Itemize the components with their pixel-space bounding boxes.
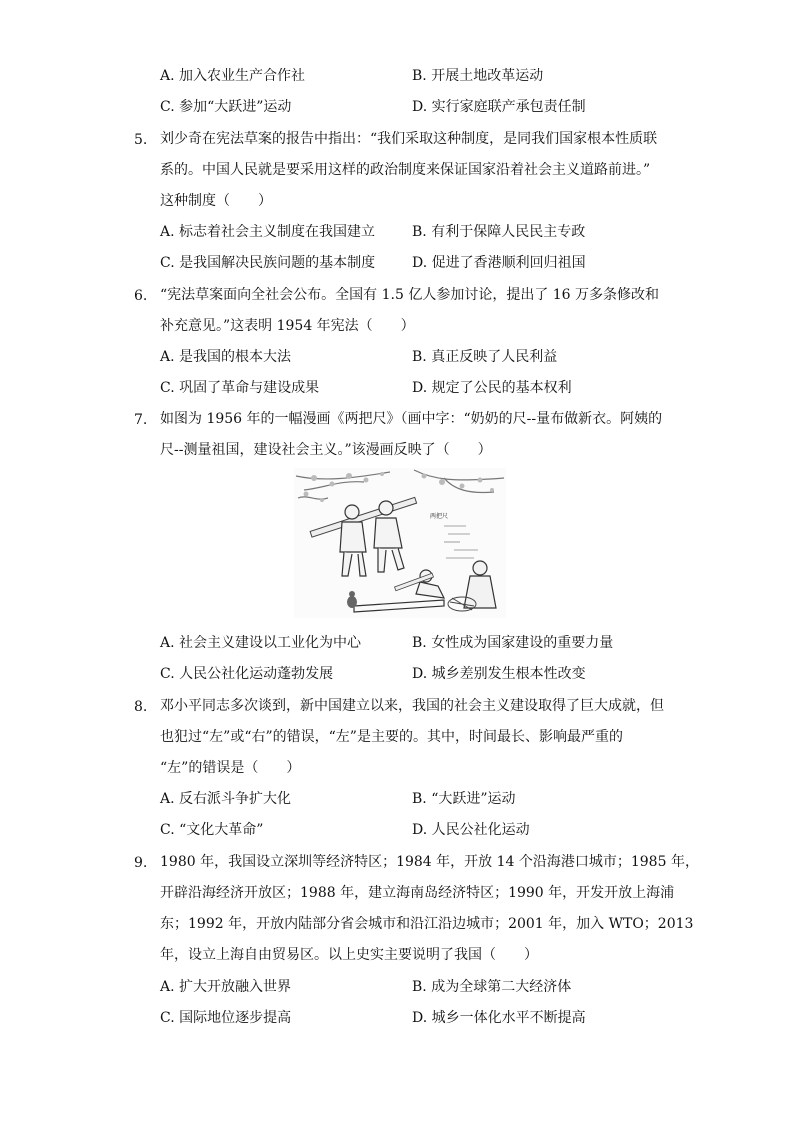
q5-stem-line-3: 这种制度（ ） (160, 193, 272, 209)
q6-option-a: A. 是我国的根本大法 (160, 349, 292, 365)
cartoon-illustration (294, 468, 506, 618)
q4-option-a: A. 加入农业生产合作社 (160, 68, 306, 84)
cartoon-caption (430, 512, 478, 558)
q7-option-d: D. 城乡差别发生根本性改变 (412, 666, 586, 682)
q7-option-b: B. 女性成为国家建设的重要力量 (412, 635, 614, 651)
figure-grandmother (464, 561, 496, 608)
q5-number: 5. (134, 132, 148, 148)
q7-option-a: A. 社会主义建设以工业化为中心 (160, 635, 362, 651)
q5-option-b: B. 有利于保障人民民主专政 (412, 224, 586, 240)
q7-option-c: C. 人民公社化运动蓬勃发展 (160, 666, 334, 682)
q9-option-c: C. 国际地位逐步提高 (160, 1010, 292, 1026)
q8-number: 8. (134, 699, 148, 715)
q9-option-d: D. 城乡一体化水平不断提高 (412, 1010, 586, 1026)
q8-stem-line-2: 也犯过“左”或“右”的错误，“左”是主要的。其中，时间最长、影响最严重的 (160, 729, 623, 745)
q9-option-b: B. 成为全球第二大经济体 (412, 979, 572, 995)
q6-number: 6. (134, 288, 148, 304)
q6-option-b: B. 真正反映了人民利益 (412, 349, 558, 365)
cartoon-title: 两把尺 (430, 513, 449, 520)
q8-option-c: C. “文化大革命” (160, 822, 264, 838)
q5-option-c: C. 是我国解决民族问题的基本制度 (160, 255, 376, 271)
q9-stem-line-3: 东；1992 年，开放内陆部分省会城市和沿江沿边城市；2001 年，加入 WTO；2013 (160, 916, 694, 932)
q7-stem-line-2: 尺--测量祖国，建设社会主义。”该漫画反映了（ ） (160, 442, 492, 458)
q5-stem-line-2: 系的。中国人民就是要采用这样的政治制度来保证国家沿着社会主义道路前进。” (160, 162, 651, 178)
q8-stem-line-3: “左”的错误是（ ） (160, 760, 301, 776)
q8-option-a: A. 反右派斗争扩大化 (160, 791, 292, 807)
q6-option-d: D. 规定了公民的基本权利 (412, 380, 572, 396)
q4-option-d: D. 实行家庭联产承包责任制 (412, 99, 586, 115)
q5-option-a: A. 标志着社会主义制度在我国建立 (160, 224, 376, 240)
q8-option-d: D. 人民公社化运动 (412, 822, 530, 838)
q5-stem-line-1: 刘少奇在宪法草案的报告中指出：“我们采取这种制度，是同我们国家根本性质联 (160, 131, 658, 147)
q9-stem-line-1: 1980 年，我国设立深圳等经济特区；1984 年，开放 14 个沿海港口城市；1985 年， (160, 854, 699, 870)
cartoon-two-rulers (294, 468, 506, 618)
q9-stem-line-4: 年，设立上海自由贸易区。以上史实主要说明了我国（ ） (160, 947, 538, 963)
q6-stem-line-1: “宪法草案面向全社会公布。全国有 1.5 亿人参加讨论，提出了 16 万多条修改和 (160, 287, 660, 303)
cat (347, 591, 357, 608)
q7-number: 7. (134, 412, 148, 428)
q9-option-a: A. 扩大开放融入世界 (160, 979, 292, 995)
q9-stem-line-2: 开辟沿海经济开放区；1988 年，建立海南岛经济特区；1990 年，开发开放上海浦 (160, 885, 675, 901)
q7-stem-line-1: 如图为 1956 年的一幅漫画《两把尺》（画中字：“奶奶的尺--量布做新衣。阿姨的 (160, 411, 663, 427)
q8-option-b: B. “大跃进”运动 (412, 791, 516, 807)
caption-lines (444, 526, 478, 558)
q8-stem-line-1: 邓小平同志多次谈到，新中国建立以来，我国的社会主义建设取得了巨大成就，但 (160, 698, 664, 714)
tree-branches (296, 470, 504, 499)
q4-option-c: C. 参加“大跃进”运动 (160, 99, 292, 115)
q9-number: 9. (134, 855, 148, 871)
q4-option-b: B. 开展土地改革运动 (412, 68, 544, 84)
q5-option-d: D. 促进了香港顺利回归祖国 (412, 255, 586, 271)
blossoms (304, 472, 495, 502)
q6-stem-line-2: 补充意见。”这表明 1954 年宪法（ ） (160, 318, 415, 334)
q6-option-c: C. 巩固了革命与建设成果 (160, 380, 320, 396)
